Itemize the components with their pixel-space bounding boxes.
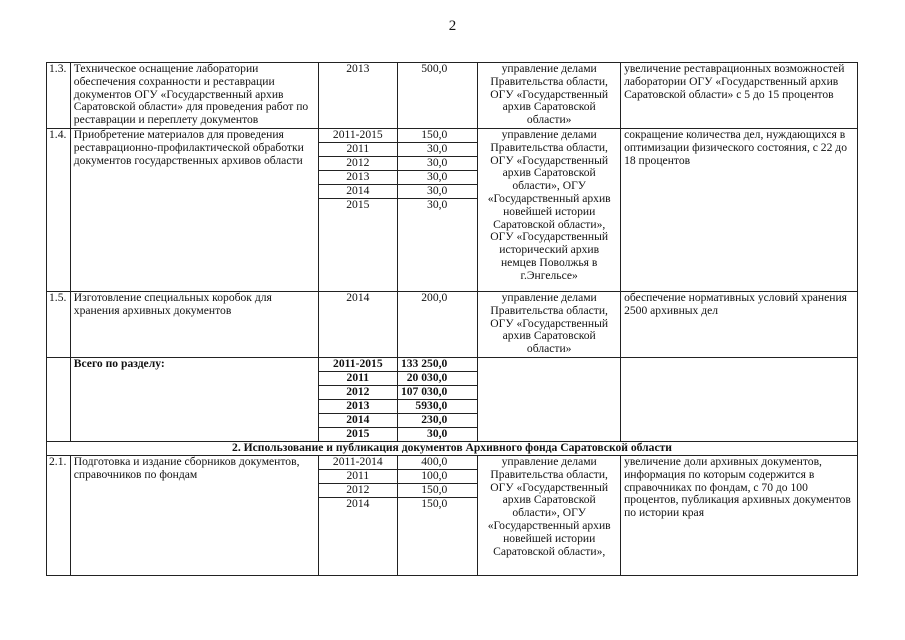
amount-cell: 400,0 [398, 456, 478, 470]
year-cell: 2014 [346, 497, 370, 510]
row-number: 1.3. [47, 63, 71, 129]
executor-cell: управление делами Правительства области, ОГУ «Государственный архив Саратовской области», ОГУ «Государственный архив новейшей истории Саратовской области», [478, 456, 621, 576]
activity-name: Изготовление специальных коробок для хранения архивных документов [70, 292, 318, 358]
year-cell: 2013 [319, 171, 397, 185]
amount-cell: 150,0 [421, 497, 448, 510]
amount-cell: 30,0 [398, 143, 478, 157]
amounts-list [397, 129, 478, 292]
table-row [47, 292, 858, 358]
year-cell: 2011-2015 [319, 358, 397, 372]
total-row [47, 358, 858, 442]
total-amounts [397, 358, 478, 442]
year-cell: 2014 [319, 185, 397, 199]
amount-cell: 150,0 [398, 129, 478, 143]
activity-name: Приобретение материалов для проведения реставрационно-профилактической обработки документов государственных архивов области [70, 129, 318, 292]
section-header [47, 442, 858, 456]
amount-cell: 20 030,0 [398, 372, 478, 386]
activity-name: Техническое оснащение лаборатории обеспечения сохранности и реставрации документов ОГУ «Государственный архив Саратовской области» для проведения работ по реставрации и переплету документов [70, 63, 318, 129]
executor-cell: управление делами Правительства области, ОГУ «Государственный архив Саратовской области» [478, 63, 621, 129]
year-cell: 2015 [346, 427, 370, 440]
amount-cell: 150,0 [398, 484, 478, 498]
program-table [46, 62, 858, 576]
amount-cell: 500,0 [397, 63, 478, 129]
executor-cell: управление делами Правительства области, ОГУ «Государственный архив Саратовской области», ОГУ «Государственный архив новейшей истории Саратовской области», ОГУ «Государственный исторический архив немцев Поволжья в г.Энгельсе» [478, 129, 621, 292]
result-cell: увеличение реставрационных возможностей лаборатории ОГУ «Государственный архив Саратовской области» с 5 до 15 процентов [621, 63, 858, 129]
amount-cell: 200,0 [397, 292, 478, 358]
table-row [47, 63, 858, 129]
year-cell: 2012 [319, 157, 397, 171]
amount-cell: 107 030,0 [398, 386, 478, 400]
result-cell: обеспечение нормативных условий хранения 2500 архивных дел [621, 292, 858, 358]
year-cell: 2012 [319, 386, 397, 400]
table-row [47, 129, 858, 292]
page-number: 2 [448, 18, 457, 34]
section-title: 2. Использование и публикация документов Архивного фонда Саратовской области [47, 442, 858, 456]
total-years [319, 358, 398, 442]
year-cell: 2011-2014 [319, 456, 397, 470]
amount-cell: 133 250,0 [398, 358, 478, 372]
amount-cell: 230,0 [398, 414, 478, 428]
year-cell: 2011 [319, 143, 397, 157]
amounts-list [397, 456, 478, 576]
result-cell: увеличение доли архивных документов, информация по которым содержится в справочниках по фондам, с 70 до 100 процентов, публикация архивных документов по истории края [621, 456, 858, 576]
year-cell: 2012 [319, 484, 397, 498]
row-number: 1.4. [47, 129, 71, 292]
row-number: 2.1. [47, 456, 71, 576]
years-list [319, 129, 398, 292]
year-cell: 2015 [346, 198, 370, 211]
amount-cell: 30,0 [398, 171, 478, 185]
total-label: Всего по разделу: [70, 358, 318, 442]
year-cell: 2011-2015 [319, 129, 397, 143]
row-number: 1.5. [47, 292, 71, 358]
year-cell: 2011 [319, 470, 397, 484]
amount-cell: 30,0 [398, 157, 478, 171]
year-cell: 2014 [319, 292, 398, 358]
amount-cell: 30,0 [398, 185, 478, 199]
year-cell: 2013 [319, 63, 398, 129]
amount-cell: 30,0 [427, 427, 448, 440]
years-list [319, 456, 398, 576]
year-cell: 2013 [319, 400, 397, 414]
activity-name: Подготовка и издание сборников документов, справочников по фондам [70, 456, 318, 576]
amount-cell: 5930,0 [398, 400, 478, 414]
amount-cell: 100,0 [398, 470, 478, 484]
result-cell: сокращение количества дел, нуждающихся в оптимизации физического состояния, с 22 до 18 процентов [621, 129, 858, 292]
table-row [47, 456, 858, 576]
year-cell: 2011 [319, 372, 397, 386]
amount-cell: 30,0 [427, 198, 448, 211]
year-cell: 2014 [319, 414, 397, 428]
executor-cell: управление делами Правительства области, ОГУ «Государственный архив Саратовской области» [478, 292, 621, 358]
